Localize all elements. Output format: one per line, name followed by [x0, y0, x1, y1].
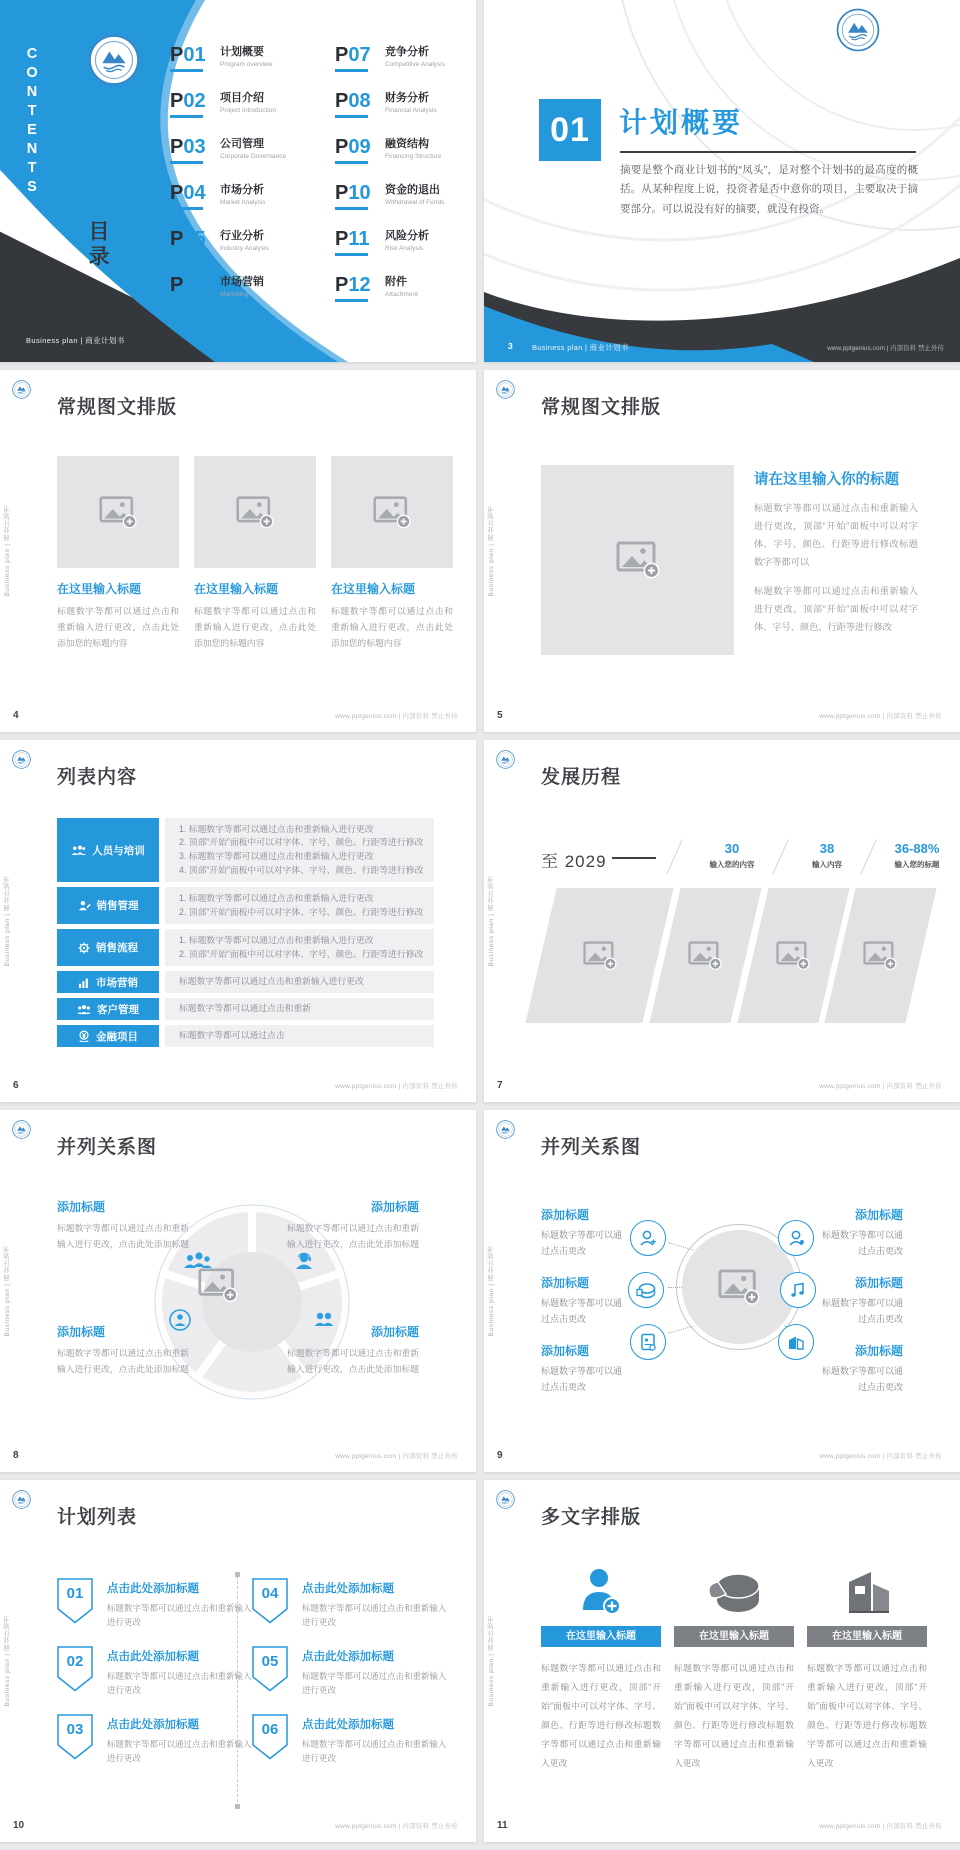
item-heading: 点击此处添加标题: [302, 1651, 394, 1663]
image-plus-icon: [688, 941, 722, 970]
row-text-panel: 1. 标题数字等都可以通过点击和重新输入进行更改 2. 顶部“开始”面板中可以对字体、字号、颜色、行距等进行修改: [165, 929, 434, 966]
toc-item[interactable]: P11 风险分析 Risk Analysis: [335, 228, 445, 274]
icon-node[interactable]: [630, 1324, 666, 1360]
item-heading: 点击此处添加标题: [302, 1719, 394, 1731]
block-body: 标题数字等都可以通过点击更改: [541, 1298, 623, 1324]
block-body: 标题数字等都可以通过点击和重新输入进行更改，点击此处添加标题: [57, 1223, 189, 1249]
slide-footer-site: www.pptgenius.com | 内部资料 禁止外传: [819, 1083, 942, 1090]
divider-dot: [235, 1804, 240, 1809]
toc-column-right: [335, 44, 445, 320]
plan-item[interactable]: [57, 1646, 257, 1698]
toc-column-left: [170, 44, 286, 320]
stat-value: 36-88%: [894, 841, 940, 856]
image-placeholder[interactable]: [194, 456, 316, 568]
slide-footer-site: www.pptgenius.com | 内部资料 禁止外传: [335, 713, 458, 720]
image-placeholder[interactable]: [331, 456, 453, 568]
school-logo: [12, 380, 31, 399]
text-column: [541, 1560, 661, 1772]
paragraph-1: 标题数字等都可以通过点击和重新输入进行更改，顶部“开始”面板中可以对字体、字号、颜色、行距等进行修改标题数字等都可以: [754, 503, 918, 567]
row-text-panel: 标题数字等都可以通过点击和重新: [165, 998, 434, 1020]
item-body: 标题数字等都可以通过点击和重新输入进行更改: [107, 1671, 252, 1696]
image-plus-icon: [583, 941, 617, 970]
image-plus-icon: [776, 941, 810, 970]
slide-footer-site: www.pptgenius.com | 内部资料 禁止外传: [335, 1453, 458, 1460]
sales-person-icon: [78, 900, 91, 911]
slide-footer-site: www.pptgenius.com | 内部资料 禁止外传: [335, 1083, 458, 1090]
slide-parallel-wheel[interactable]: [0, 1110, 476, 1472]
plan-item[interactable]: [57, 1578, 257, 1630]
row-text-panel: 1. 标题数字等都可以通过点击和重新输入进行更改 2. 顶部“开始”面板中可以对字体、字号、颜色、行距等进行修改: [165, 887, 434, 924]
row-text-panel: 标题数字等都可以通过点击: [165, 1025, 434, 1047]
text-column: [807, 1560, 927, 1772]
paragraph-2: 标题数字等都可以通过点击和重新输入进行更改，顶部“开始”面板中可以对字体、字号、颜色、行距等进行修改: [754, 585, 918, 632]
stat-block: [792, 841, 862, 870]
school-logo: [496, 1490, 515, 1509]
image-card: [194, 456, 316, 651]
toc-item[interactable]: P05 行业分析 Industry Analysis: [170, 228, 286, 274]
page-number: 4: [13, 710, 19, 721]
toc-item[interactable]: P09 融资结构 Financing Structure: [335, 136, 445, 182]
block-body: 标题数字等都可以通过点击更改: [541, 1366, 623, 1392]
section-number-box: 01: [539, 99, 601, 161]
school-logo: [496, 1120, 515, 1139]
divider-dot: [235, 1572, 240, 1577]
slide-title: 列表内容: [57, 767, 138, 788]
image-plus-icon: [373, 496, 411, 529]
wheel-text-block: [57, 1198, 189, 1253]
slide-development-history[interactable]: [484, 740, 960, 1102]
radial-text-block: [817, 1342, 903, 1396]
slide-section-header[interactable]: [484, 0, 960, 362]
slide-title: 常规图文排版: [541, 397, 662, 418]
text-column: [754, 468, 918, 637]
column-header: 在这里输入标题: [807, 1626, 927, 1647]
school-logo: [12, 750, 31, 769]
stat-separator: [666, 839, 682, 874]
building-icon: [841, 1568, 893, 1618]
image-plus-icon: [616, 541, 660, 579]
item-body: 标题数字等都可以通过点击和重新输入进行更改: [107, 1739, 252, 1764]
block-heading: 添加标题: [57, 1200, 106, 1214]
block-heading: 添加标题: [854, 1208, 903, 1222]
toc-vertical-title-cn: 目录: [86, 220, 109, 270]
block-body: 标题数字等都可以通过点击更改: [541, 1230, 623, 1256]
column-heading: 请在这里输入你的标题: [754, 472, 899, 488]
image-plus-icon: [718, 1269, 760, 1305]
image-plus-icon: [198, 1268, 238, 1303]
sidebar-vertical-text: Business plan | 商业计划书: [488, 1615, 495, 1707]
wheel-text-block: [57, 1323, 189, 1378]
page-number: 6: [13, 1080, 19, 1091]
page-number: 11: [497, 1820, 508, 1831]
icon-node[interactable]: [778, 1220, 814, 1256]
sidebar-vertical-text: Business plan | 商业计划书: [488, 875, 495, 967]
person-plus-icon: [579, 1566, 623, 1618]
person-plus-icon: [639, 1229, 658, 1247]
slide-parallel-radial[interactable]: [484, 1110, 960, 1472]
stat-label: 输入内容: [812, 860, 842, 869]
number-badge: 01: [57, 1578, 93, 1624]
block-heading: 添加标题: [541, 1344, 590, 1358]
toc-underline: [170, 69, 203, 72]
column-body: 标题数字等都可以通过点击和重新输入进行更改，顶部“开始”面板中可以对字体、字号、颜色、行距等进行修改标题数字等都可以通过点击和重新输入更改: [807, 1663, 927, 1768]
block-heading: 添加标题: [854, 1344, 903, 1358]
row-label-box: [57, 1025, 159, 1047]
block-heading: 添加标题: [541, 1208, 590, 1222]
column-header: 在这里输入标题: [674, 1626, 794, 1647]
stat-value: 30: [724, 841, 740, 856]
slide-footer-site: www.pptgenius.com | 内部资料 禁止外传: [819, 713, 942, 720]
slide-footer-brand: Business plan | 商业计划书: [532, 343, 629, 352]
sidebar-vertical-text: Business plan | 商业计划书: [4, 505, 11, 597]
number-badge: 04: [252, 1578, 288, 1624]
slide-big-image[interactable]: [484, 370, 960, 732]
row-label-box: [57, 929, 159, 966]
wheel-text-block: [287, 1198, 419, 1253]
stat-separator: [772, 839, 788, 874]
slide-title: 常规图文排版: [57, 397, 178, 418]
list-row[interactable]: [57, 971, 434, 993]
block-body: 标题数字等都可以通过点击更改: [821, 1230, 903, 1256]
row-text-panel: 标题数字等都可以通过点击和重新输入进行更改: [165, 971, 434, 993]
number-badge: 06: [252, 1714, 288, 1760]
slide-title: 并列关系图: [57, 1137, 158, 1158]
block-body: 标题数字等都可以通过点击和重新输入进行更改，点击此处添加标题: [287, 1348, 419, 1374]
school-logo: [12, 1120, 31, 1139]
image-plus-icon: [236, 496, 274, 529]
page-number: 3: [508, 341, 513, 351]
page-number: 7: [497, 1080, 503, 1091]
row-label-box: [57, 971, 159, 993]
toc-item[interactable]: P04 市场分析 Market Analysis: [170, 182, 286, 228]
slide-footer-site: www.pptgenius.com | 内部资料 禁止外传: [819, 1453, 942, 1460]
list-row[interactable]: [57, 818, 434, 882]
slide-footer-site: www.pptgenius.com | 内部资料 禁止外传: [335, 1823, 458, 1830]
radial-text-block: [541, 1206, 627, 1260]
block-heading: 添加标题: [370, 1325, 419, 1339]
customers-icon: [77, 1004, 91, 1015]
slide-title: 计划列表: [57, 1507, 138, 1528]
row-label: 人员与培训: [92, 844, 145, 857]
bar-chart-icon: [78, 977, 90, 988]
row-label: 市场营销: [96, 976, 138, 989]
plan-item[interactable]: [252, 1714, 452, 1766]
section-title: 计划概要: [619, 107, 744, 138]
column-body: 标题数字等都可以通过点击和重新输入进行更改，顶部“开始”面板中可以对字体、字号、颜色、行距等进行修改标题数字等都可以通过点击和重新输入更改: [541, 1663, 661, 1768]
icon-node[interactable]: [780, 1272, 816, 1308]
row-label-box: [57, 998, 159, 1020]
slide-footer-site: www.pptgenius.com | 内部资料 禁止外传: [827, 345, 944, 352]
slide-multi-text[interactable]: [484, 1480, 960, 1842]
radial-text-block: [541, 1274, 627, 1328]
image-placeholder[interactable]: [541, 465, 734, 655]
icon-node[interactable]: [628, 1272, 664, 1308]
block-heading: 添加标题: [541, 1276, 590, 1290]
image-card: [331, 456, 453, 651]
image-card: [57, 456, 179, 651]
plan-item[interactable]: [57, 1714, 257, 1766]
contents-vertical-title: CONTENTS: [24, 46, 40, 198]
row-text-panel: 1. 标题数字等都可以通过点击和重新输入进行更改 2. 顶部“开始”面板中可以对字体、字号、颜色、行距等进行修改 3. 标题数字等都可以通过点击和重新输入进行更改 4. 顶部“开始”面板中可以对字体、字号、颜色、行距等进行修改: [165, 818, 434, 882]
pie-chart-icon: [706, 1570, 762, 1618]
toc-subtitle: Program overview: [220, 60, 273, 68]
image-placeholder[interactable]: [57, 456, 179, 568]
page-number: 8: [13, 1450, 19, 1461]
card-body: 标题数字等都可以通过点击和重新输入进行更改，点击此处添加您的标题内容: [194, 606, 316, 648]
timeline-prefix: 至 2029: [541, 852, 607, 871]
text-column: [674, 1560, 794, 1772]
card-heading: 在这里输入标题: [57, 582, 142, 596]
school-logo: [496, 380, 515, 399]
item-body: 标题数字等都可以通过点击和重新输入进行更改: [107, 1603, 252, 1628]
list-row[interactable]: [57, 1025, 434, 1047]
row-label-box: [57, 887, 159, 924]
plan-item[interactable]: [252, 1646, 452, 1698]
list-row[interactable]: [57, 998, 434, 1020]
slide-footer-site: www.pptgenius.com | 内部资料 禁止外传: [819, 1823, 942, 1830]
sidebar-vertical-text: Business plan | 商业计划书: [4, 875, 11, 967]
radial-text-block: [817, 1206, 903, 1260]
stat-label: 输入您的内容: [709, 860, 755, 869]
finance-icon: [78, 1030, 90, 1042]
item-heading: 点击此处添加标题: [107, 1583, 199, 1595]
toc-item[interactable]: P06 市场营销 Marketing: [170, 274, 286, 320]
block-body: 标题数字等都可以通过点击更改: [821, 1366, 903, 1392]
slide-title: 发展历程: [541, 767, 622, 788]
item-body: 标题数字等都可以通过点击和重新输入进行更改: [302, 1739, 447, 1764]
toc-title: 计划概要: [220, 46, 264, 58]
number-badge: 03: [57, 1714, 93, 1760]
block-body: 标题数字等都可以通过点击和重新输入进行更改，点击此处添加标题: [287, 1223, 419, 1249]
block-heading: 添加标题: [370, 1200, 419, 1214]
number-badge: 05: [252, 1646, 288, 1692]
item-heading: 点击此处添加标题: [107, 1651, 199, 1663]
item-body: 标题数字等都可以通过点击和重新输入进行更改: [302, 1603, 447, 1628]
icon-node[interactable]: [778, 1324, 814, 1360]
list-rows: [57, 818, 434, 1052]
card-body: 标题数字等都可以通过点击和重新输入进行更改，点击此处添加您的标题内容: [57, 606, 179, 648]
slide-three-images[interactable]: [0, 370, 476, 732]
toc-item[interactable]: [170, 44, 286, 90]
toc-prefix: P: [170, 44, 184, 66]
timeline-dash: [612, 857, 656, 859]
sidebar-vertical-text: Business plan | 商业计划书: [4, 1245, 11, 1337]
school-logo: [88, 34, 140, 86]
item-body: 标题数字等都可以通过点击和重新输入进行更改: [302, 1671, 447, 1696]
card-body: 标题数字等都可以通过点击和重新输入进行更改，点击此处添加您的标题内容: [331, 606, 453, 648]
column-body: 标题数字等都可以通过点击和重新输入进行更改，顶部“开始”面板中可以对字体、字号、颜色、行距等进行修改标题数字等都可以通过点击和重新输入更改: [674, 1663, 794, 1768]
card-heading: 在这里输入标题: [194, 582, 279, 596]
image-placeholder[interactable]: [525, 888, 673, 1023]
team-icon: [71, 845, 86, 856]
item-heading: 点击此处添加标题: [302, 1583, 394, 1595]
row-label-box: [57, 818, 159, 882]
radial-text-block: [541, 1342, 627, 1396]
radial-text-block: [817, 1274, 903, 1328]
bottom-swoosh-shapes: [484, 0, 960, 362]
toc-item[interactable]: P02 项目介绍 Project Introduction: [170, 90, 286, 136]
slide-footer-brand: Business plan | 商业计划书: [26, 336, 125, 345]
process-gear-icon: [78, 942, 90, 954]
row-label: 客户管理: [97, 1003, 139, 1016]
column-header: 在这里输入标题: [541, 1626, 661, 1647]
pie-chart-icon: [636, 1282, 656, 1299]
toc-item[interactable]: P10 资金的退出 Withdrawal of Funds: [335, 182, 445, 228]
school-logo: [496, 750, 515, 769]
plan-item[interactable]: [252, 1578, 452, 1630]
image-plus-icon: [864, 941, 898, 970]
slide-contents[interactable]: [0, 0, 476, 362]
wheel-text-block: [287, 1323, 419, 1378]
connector-line: [668, 1287, 682, 1288]
slide-title: 并列关系图: [541, 1137, 642, 1158]
connector-line: [668, 1325, 693, 1333]
school-logo: [12, 1490, 31, 1509]
toc-item[interactable]: P12 附件 Attachment: [335, 274, 445, 320]
toc-item[interactable]: P08 财务分析 Financial Analysis: [335, 90, 445, 136]
icon-node[interactable]: [630, 1220, 666, 1256]
row-label: 销售管理: [96, 900, 139, 912]
toc-number: 01: [183, 44, 206, 66]
tablet-icon: [640, 1333, 656, 1351]
stat-block: [874, 841, 960, 870]
page-number: 5: [497, 710, 503, 721]
person-icon: [787, 1229, 806, 1247]
row-label: 金融项目: [96, 1030, 138, 1043]
card-heading: 在这里输入标题: [331, 582, 416, 596]
block-heading: 添加标题: [854, 1276, 903, 1290]
stat-label: 输入您的标题: [894, 860, 940, 869]
building-icon: [787, 1333, 805, 1351]
list-row[interactable]: [57, 887, 434, 924]
toc-item[interactable]: P07 竞争分析 Competitive Analysis: [335, 44, 445, 90]
slide-list-content[interactable]: [0, 740, 476, 1102]
section-summary-text: 摘要是整个商业计划书的“凤头”，是对整个计划书的最高度的概括。从某种程度上说，投资者是否中意你的项目，主要取决于摘要部分。可以说没有好的摘要，就没有投资。: [620, 164, 918, 215]
sidebar-vertical-text: Business plan | 商业计划书: [488, 505, 495, 597]
toc-item[interactable]: P03 公司管理 Corporate Governance: [170, 136, 286, 182]
item-heading: 点击此处添加标题: [107, 1719, 199, 1731]
stat-value: 38: [819, 841, 835, 856]
page-number: 9: [497, 1450, 503, 1461]
sidebar-vertical-text: Business plan | 商业计划书: [488, 1245, 495, 1337]
stat-block: [692, 841, 772, 870]
slide-title: 多文字排版: [541, 1507, 642, 1528]
number-badge: 02: [57, 1646, 93, 1692]
page-number: 10: [13, 1820, 25, 1831]
slide-plan-list[interactable]: [0, 1480, 476, 1842]
image-plus-icon: [99, 496, 137, 529]
row-label: 销售流程: [96, 942, 138, 954]
block-heading: 添加标题: [57, 1325, 106, 1339]
list-row[interactable]: [57, 929, 434, 966]
music-note-icon: [789, 1281, 807, 1299]
block-body: 标题数字等都可以通过点击更改: [821, 1298, 903, 1324]
sidebar-vertical-text: Business plan | 商业计划书: [4, 1615, 11, 1707]
block-body: 标题数字等都可以通过点击和重新输入进行更改，点击此处添加标题: [57, 1348, 189, 1374]
timeline-image-strip: [541, 888, 921, 1023]
